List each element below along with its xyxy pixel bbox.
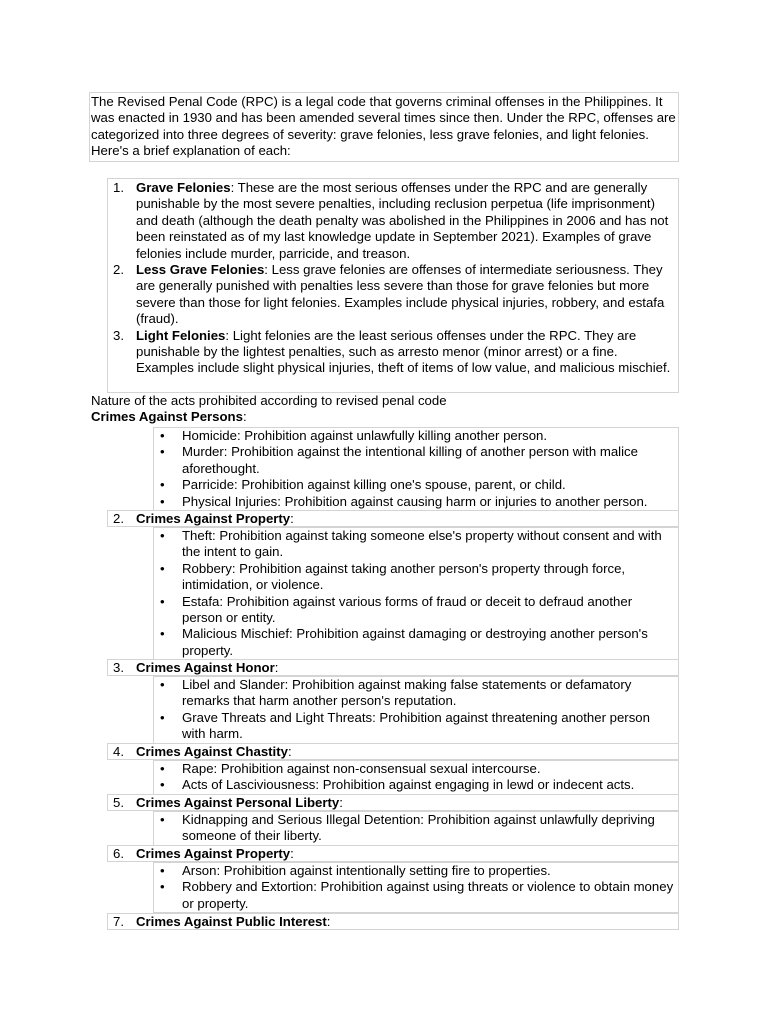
- list-item: • Robbery and Extortion: Prohibition against using threats or violence to obtain money or property.: [160, 879, 674, 911]
- list-item: 3. Light Felonies: Light felonies are the least serious offenses under the RPC. They are punishable by the lightest penalties, such as arresto menor (minor arrest) or a fine. Examples include slight physical injuries, theft of items of low value, and malicious mischief.: [113, 327, 671, 376]
- honor-sublist: [153, 676, 679, 744]
- list-item: • Murder: Prohibition against the intentional killing of another person with malice aforethought.: [160, 444, 638, 476]
- list-item: • Libel and Slander: Prohibition against making false statements or defamatory remarks that harm another person's reputation.: [160, 677, 632, 709]
- intro-paragraph: The Revised Penal Code (RPC) is a legal code that governs criminal offenses in the Philippines. It was enacted in 1930 and has been amended several times since then. Under the RPC, offenses are categorized into three degrees of severity: grave felonies, less grave felonies, and light felonies. Here's a brief explanation of each:: [89, 92, 679, 162]
- chastity-sublist: [153, 760, 679, 795]
- list-item: • Arson: Prohibition against intentionally setting fire to properties.: [160, 863, 551, 878]
- nature-heading: Nature of the acts prohibited according to revised penal code: [91, 393, 447, 408]
- category-heading: 4. Crimes Against Chastity:: [107, 743, 679, 760]
- list-item: • Theft: Prohibition against taking someone else's property without consent and with the intent to gain.: [160, 528, 662, 560]
- category-heading: 7. Crimes Against Public Interest:: [107, 913, 679, 930]
- felony-title: Less Grave Felonies: [136, 262, 265, 278]
- property-sublist: [153, 527, 679, 660]
- list-item: • Robbery: Prohibition against taking another person's property through force, intimidation, or violence.: [160, 560, 626, 593]
- felony-text: : These are the most serious offenses under the RPC and are generally punishable by the most severe penalties, including reclusion perpetua (life imprisonment) and death (although the death penalty was abolished in the Philippines in 2006 and has not been reinstated as of my last knowledge update in September 2021). Examples of grave felonies include murder, parricide, and treason.: [136, 180, 669, 261]
- list-item: 1. Grave Felonies: These are the most serious offenses under the RPC and are generally punishable by the most severe penalties, including reclusion perpetua (life imprisonment) and death (although the death penalty was abolished in the Philippines in 2006 and has not been reinstated as of my last knowledge update in September 2021). Examples of grave felonies include murder, parricide, and treason.: [113, 180, 669, 261]
- felony-title: Grave Felonies: [136, 180, 231, 195]
- felony-title: Light Felonies: [136, 327, 226, 343]
- category-heading: 2. Crimes Against Property:: [107, 510, 679, 527]
- list-item: • Estafa: Prohibition against various forms of fraud or deceit to defraud another person or entity.: [160, 593, 633, 626]
- list-item: • Grave Threats and Light Threats: Prohibition against threatening another person with harm.: [160, 709, 650, 742]
- felonies-list: [107, 178, 679, 393]
- list-item: • Parricide: Prohibition against killing one's spouse, parent, or child.: [160, 477, 566, 493]
- list-item: • Acts of Lasciviousness: Prohibition against engaging in lewd or indecent acts.: [160, 777, 635, 793]
- list-item: 2. Less Grave Felonies: Less grave felonies are offenses of intermediate seriousness. They are generally punished with penalties less severe than those for grave felonies but more severe than those for light felonies. Examples include physical injuries, robbery, and estafa (fraud).: [113, 262, 665, 327]
- crimes-against-persons-heading: Crimes Against Persons:: [91, 409, 247, 424]
- liberty-sublist: [153, 811, 679, 846]
- category-heading: 3. Crimes Against Honor:: [107, 659, 679, 676]
- list-item: • Rape: Prohibition against non-consensual sexual intercourse.: [160, 761, 541, 776]
- felony-text: : Light felonies are the least serious offenses under the RPC. They are punishable by the lightest penalties, such as arresto menor (minor arrest) or a fine. Examples include slight physical injuries, theft of items of low value, and malicious mischief.: [136, 327, 671, 376]
- list-item: • Homicide: Prohibition against unlawfully killing another person.: [160, 428, 548, 443]
- list-item: • Physical Injuries: Prohibition against causing harm or injuries to another person.: [160, 493, 648, 509]
- property-sublist-2: [153, 862, 679, 913]
- category-heading: 6. Crimes Against Property:: [107, 845, 679, 862]
- list-item: • Kidnapping and Serious Illegal Detention: Prohibition against unlawfully depriving someone of their liberty.: [160, 812, 655, 844]
- persons-sublist: [153, 427, 679, 511]
- list-item: • Malicious Mischief: Prohibition against damaging or destroying another person's property.: [160, 626, 648, 658]
- felony-text: : Less grave felonies are offenses of intermediate seriousness. They are generally punished with penalties less severe than those for grave felonies but more severe than those for light felonies. Examples include physical injuries, robbery, and estafa (fraud).: [136, 262, 665, 327]
- category-heading: 5. Crimes Against Personal Liberty:: [107, 794, 679, 811]
